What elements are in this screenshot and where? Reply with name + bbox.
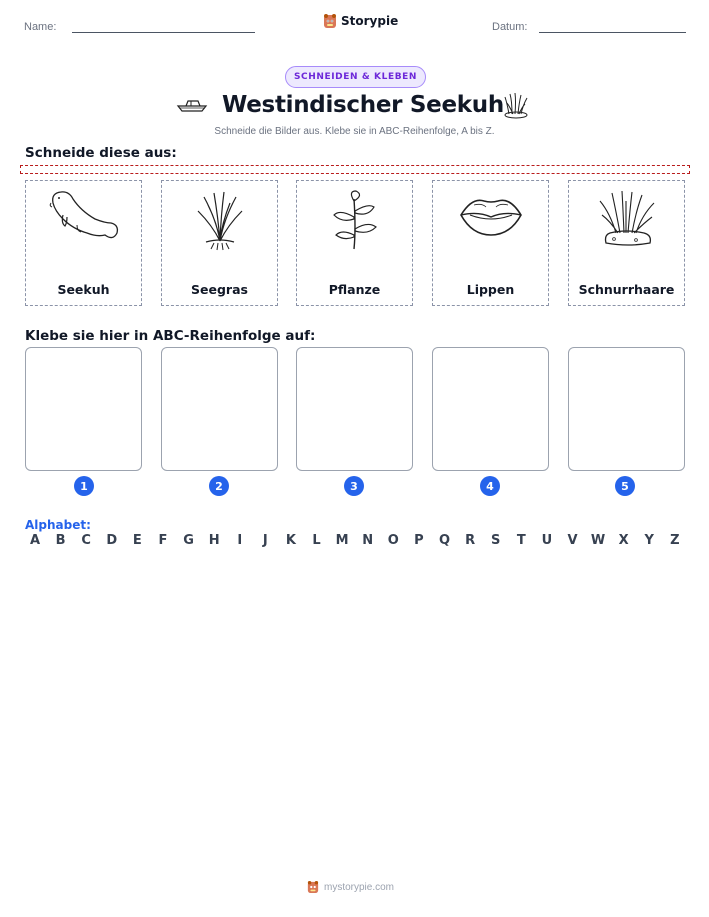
alphabet-row bbox=[25, 533, 685, 548]
alphabet-heading: Alphabet: bbox=[25, 518, 91, 532]
cut-card-schnurrhaare[interactable] bbox=[568, 180, 685, 306]
date-line bbox=[539, 32, 686, 33]
cut-card-seekuh[interactable] bbox=[25, 180, 142, 306]
alphabet-letter: A bbox=[29, 533, 41, 548]
alphabet-letter: C bbox=[81, 533, 91, 548]
alphabet-letter: P bbox=[414, 533, 424, 548]
cut-card-lippen[interactable] bbox=[432, 180, 549, 306]
footer bbox=[307, 880, 394, 894]
seagrass-icon bbox=[192, 189, 248, 251]
alphabet-letter: X bbox=[618, 533, 629, 548]
alphabet-letter: T bbox=[516, 533, 526, 548]
card-label: Schnurrhaare bbox=[578, 282, 675, 297]
paste-slot[interactable] bbox=[568, 347, 685, 471]
alphabet-letter: V bbox=[567, 533, 578, 548]
brand-name: Storypie bbox=[341, 14, 399, 28]
paste-slot[interactable] bbox=[25, 347, 142, 471]
alphabet-letter: N bbox=[362, 533, 374, 548]
slot-number: 4 bbox=[480, 476, 500, 496]
alphabet-letter: E bbox=[132, 533, 142, 548]
alphabet-letter: Z bbox=[670, 533, 680, 548]
alphabet-letter: M bbox=[335, 533, 349, 548]
manatee-icon bbox=[47, 189, 121, 245]
paste-slot[interactable] bbox=[296, 347, 413, 471]
name-label: Name: bbox=[24, 21, 57, 33]
alphabet-letter: J bbox=[262, 533, 268, 548]
alphabet-letter: F bbox=[158, 533, 168, 548]
alphabet-letter: H bbox=[208, 533, 220, 548]
cut-line bbox=[20, 165, 690, 174]
cut-card-seegras[interactable] bbox=[161, 180, 278, 306]
cut-section-heading: Schneide diese aus: bbox=[25, 145, 177, 161]
storypie-mascot-icon bbox=[307, 880, 319, 894]
footer-url[interactable]: mystorypie.com bbox=[324, 881, 395, 893]
plant-icon bbox=[330, 189, 380, 251]
alphabet-letter: W bbox=[590, 533, 606, 548]
slot-number: 5 bbox=[615, 476, 635, 496]
alphabet-letter: D bbox=[106, 533, 118, 548]
alphabet-letter: K bbox=[285, 533, 296, 548]
card-label: Seegras bbox=[191, 282, 248, 297]
instructions: Schneide die Bilder aus. Klebe sie in ABC-Reihenfolge, A bis Z. bbox=[214, 126, 495, 137]
name-line bbox=[72, 32, 255, 33]
slot-number: 3 bbox=[344, 476, 364, 496]
page-title: Westindischer Seekuh bbox=[222, 92, 504, 118]
storypie-mascot-icon bbox=[323, 13, 337, 29]
alphabet-letter: I bbox=[237, 533, 243, 548]
card-label: Seekuh bbox=[57, 282, 110, 297]
whiskers-grass-icon bbox=[596, 189, 658, 249]
brand-logo bbox=[323, 13, 398, 29]
alphabet-letter: U bbox=[541, 533, 553, 548]
alphabet-letter: Q bbox=[438, 533, 451, 548]
boat-icon bbox=[176, 97, 208, 113]
alphabet-letter: O bbox=[387, 533, 399, 548]
alphabet-letter: L bbox=[312, 533, 321, 548]
alphabet-letter: R bbox=[465, 533, 476, 548]
card-label: Pflanze bbox=[328, 282, 381, 297]
alphabet-letter: Y bbox=[644, 533, 654, 548]
alphabet-letter: G bbox=[183, 533, 194, 548]
paste-slot[interactable] bbox=[161, 347, 278, 471]
paste-section-heading: Klebe sie hier in ABC-Reihenfolge auf: bbox=[25, 328, 316, 344]
lips-icon bbox=[458, 193, 524, 239]
cut-card-pflanze[interactable] bbox=[296, 180, 413, 306]
card-label: Lippen bbox=[466, 282, 515, 297]
slot-number: 1 bbox=[74, 476, 94, 496]
alphabet-letter: S bbox=[491, 533, 501, 548]
seagrass-icon bbox=[503, 91, 529, 119]
alphabet-letter: B bbox=[55, 533, 66, 548]
date-label: Datum: bbox=[492, 21, 528, 33]
activity-badge: SCHNEIDEN & KLEBEN bbox=[285, 66, 426, 88]
paste-slot[interactable] bbox=[432, 347, 549, 471]
slot-number: 2 bbox=[209, 476, 229, 496]
